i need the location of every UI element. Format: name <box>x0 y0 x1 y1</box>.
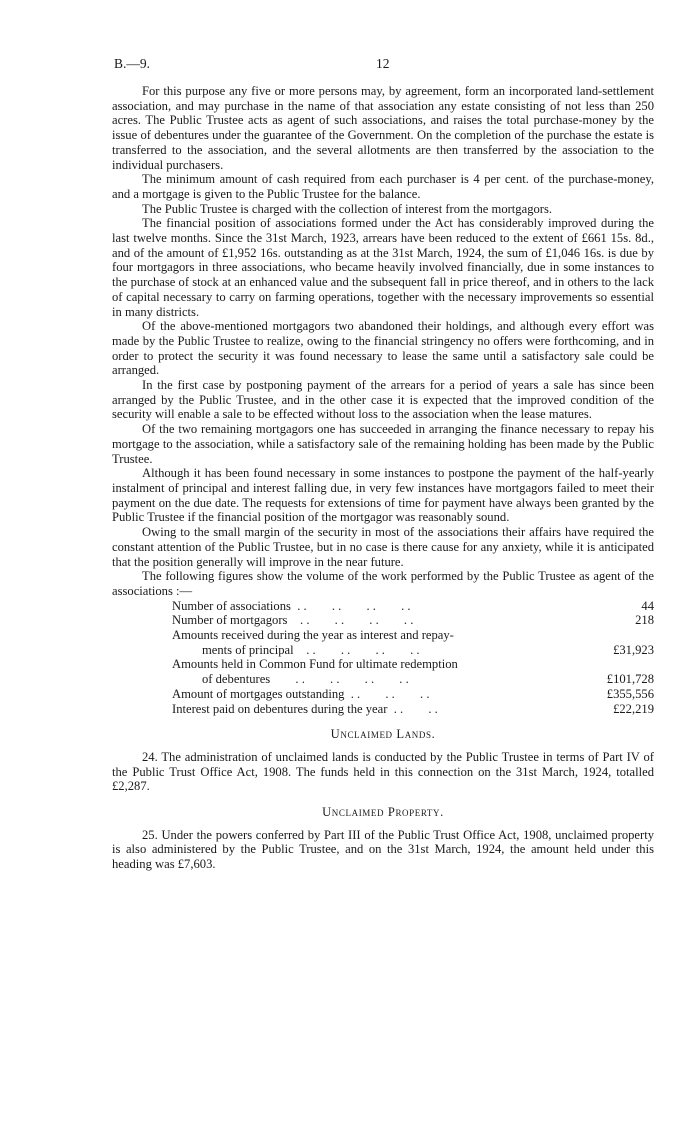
figure-label: Number of mortgagors <box>172 613 288 628</box>
paragraph: The minimum amount of cash required from each purchaser is 4 per cent. of the purchase-money, and a mortgage is given to the Public Trustee for the balance. <box>112 172 654 201</box>
figure-row <box>172 657 654 672</box>
page-header <box>114 57 654 73</box>
paragraph: The financial position of associations formed under the Act has considerably improved during the last twelve months. Since the 31st March, 1923, arrears have been reduced to the extent of £661 15s. 8d., and of the amount of £1,952 16s. outstanding as at the 31st March, 1924, the sum of £1,046 16s. is due by four mortgagors in three associations, who became heavily involved financially, due in some instances to the purchase of stock at an enhanced value and the subsequent fall in price thereof, and in others to the lack of capital necessary to carry on farming operations, together with the necessary improvements so essential in many districts. <box>112 216 654 319</box>
figure-value: £31,923 <box>613 642 654 657</box>
paragraph: For this purpose any five or more persons may, by agreement, form an incorporated land-settlement association, and may purchase in the name of that association any estate consisting of not less than 250 acres. The Public Trustee acts as agent of such associations, and raises the total purchase-money by the issue of debentures under the guarantee of the Government. On the completion of the purchase the estate is transferred to the association, and the several allotments are then transferred by the association to the individual purchasers. <box>112 84 654 172</box>
figure-row <box>172 702 654 717</box>
paragraph: Owing to the small margin of the security in most of the associations their affairs have required the constant attention of the Public Trustee, but in no case is there cause for any anxiety, while it is anticipated that the position generally will improve in the near future. <box>112 525 654 569</box>
body-text <box>112 84 654 872</box>
figure-label: Amounts received during the year as interest and repay- <box>172 628 454 643</box>
section-heading-unclaimed-lands: Unclaimed Lands. <box>330 727 436 742</box>
figure-label: ments of principal <box>202 642 294 657</box>
figure-row <box>172 643 654 658</box>
paragraph: In the first case by postponing payment of the arrears for a period of years a sale has since been arranged by the Public Trustee, and in the other case it is expected that the improved condition of the security will enable a sale to be effected without loss to the association when the lease matures. <box>112 378 654 422</box>
figure-row <box>172 628 654 643</box>
figure-label: Amount of mortgages outstanding <box>172 686 345 701</box>
leader-dots: . . . . . . . . <box>290 598 411 613</box>
figure-value: £22,219 <box>613 701 654 716</box>
leader-dots: . . . . . . . . <box>270 672 409 687</box>
leader-dots: . . . . . . <box>344 686 430 701</box>
leader-dots: . . . . . . . . <box>293 642 420 657</box>
figure-row <box>172 613 654 628</box>
figure-label: Interest paid on debentures during the year <box>172 701 388 716</box>
figure-value: 44 <box>641 598 654 613</box>
paragraph: The Public Trustee is charged with the collection of interest from the mortgagors. <box>142 201 553 216</box>
figure-value: 218 <box>635 613 654 628</box>
leader-dots: . . . . <box>387 701 438 716</box>
paragraph: Although it has been found necessary in some instances to postpone the payment of the half-yearly instalment of principal and interest falling due, in very few instances have mortgagors failed to meet their payment on the due date. The requests for extensions of time for payment have always been granted by the Public Trustee if the financial position of the mortgagor was reasonably sound. <box>112 466 654 525</box>
figure-value: £355,556 <box>606 686 654 701</box>
page-number: 12 <box>376 56 390 71</box>
figure-row <box>172 672 654 687</box>
paragraph: Of the above-mentioned mortgagors two abandoned their holdings, and although every effort was made by the Public Trustee to realize, owing to the financial stringency no offers were forthcoming, and in order to protect the security it was found necessary to lease the same until a satisfactory sale could be arranged. <box>112 319 654 378</box>
figures-table <box>172 599 654 717</box>
document-reference: B.—9. <box>114 56 151 71</box>
section-heading-unclaimed-property: Unclaimed Property. <box>322 805 444 820</box>
leader-dots: . . . . . . . . <box>287 613 414 628</box>
paragraph: Of the two remaining mortgagors one has succeeded in arranging the finance necessary to repay his mortgage to the association, while a satisfactory sale of the remaining holding has been made by the Public Trustee. <box>112 422 654 466</box>
paragraph: The following figures show the volume of the work performed by the Public Trustee as agent of the associations :— <box>112 569 654 598</box>
figure-label: of debentures <box>202 672 271 687</box>
figure-label: Amounts held in Common Fund for ultimate redemption <box>172 657 458 672</box>
figure-value: £101,728 <box>606 672 654 687</box>
figure-row <box>172 687 654 702</box>
paragraph-unclaimed-lands: 24. The administration of unclaimed lands is conducted by the Public Trustee in terms of Part IV of the Public Trust Office Act, 1908. The funds held in this connection on the 31st March, 1924, totalled £2,287. <box>112 749 654 794</box>
figure-label: Number of associations <box>172 598 291 613</box>
paragraph-unclaimed-property: 25. Under the powers conferred by Part III of the Public Trust Office Act, 1908, unclaimed property is also administered by the Public Trustee, and on the 31st March, 1924, the amount held under this heading was £7,603. <box>112 827 654 872</box>
figure-row <box>172 599 654 614</box>
